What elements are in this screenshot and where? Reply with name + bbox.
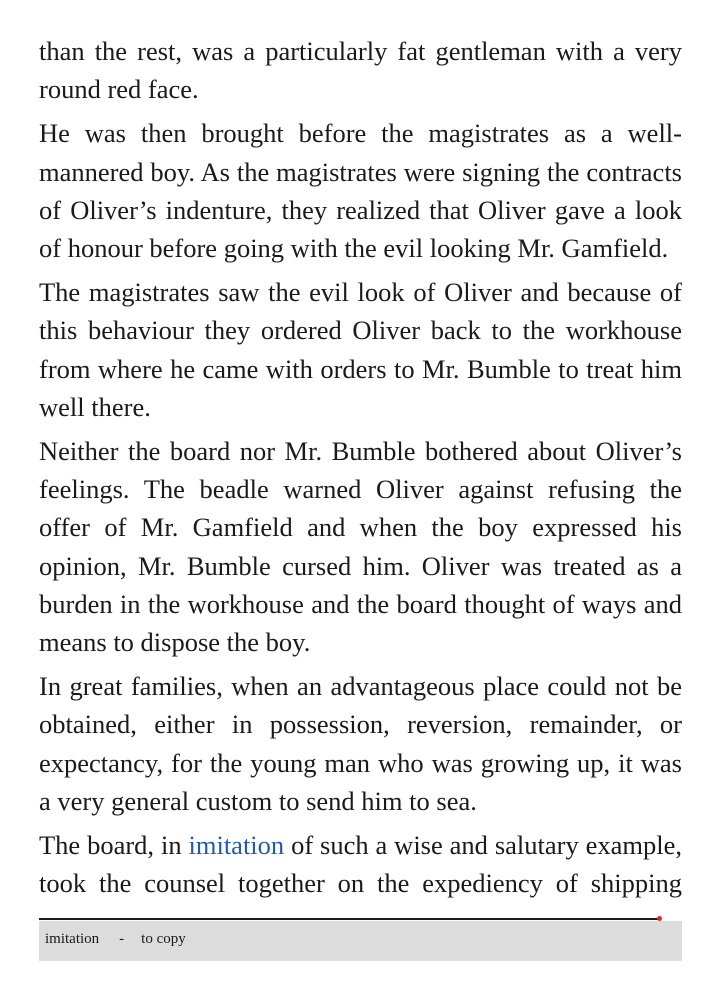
paragraph-6-text-start: The board, in bbox=[39, 830, 189, 861]
paragraph-1: than the rest, was a particularly fat gentleman with a very round red face. bbox=[39, 36, 682, 105]
reading-page bbox=[39, 32, 682, 903]
paragraph-6 bbox=[39, 826, 682, 903]
glossary-separator: - bbox=[119, 931, 125, 947]
paragraph-6-text-end: of such a wise and salutary example, took the counsel together on the expediency of shipping bbox=[39, 830, 682, 899]
paragraph-5: In great families, when an advantageous place could not be obtained, either in possession, reversion, remainder, or expectancy, for the young man who was growing up, it was a very general custom to send him to sea. bbox=[39, 671, 682, 816]
glossary-definition: to copy bbox=[141, 931, 186, 947]
reading-progress-bar bbox=[39, 918, 659, 920]
glossary-term: imitation bbox=[45, 931, 100, 947]
paragraph-3: The magistrates saw the evil look of Oliver and because of this behaviour they ordered Oliver back to the workhouse from where he came with orders to Mr. Bumble to treat him well there. bbox=[39, 277, 682, 422]
glossary-footer bbox=[39, 921, 682, 961]
paragraph-4: Neither the board nor Mr. Bumble bothered about Oliver’s feelings. The beadle warned Oliver against refusing the offer of Mr. Gamfield and when the boy expressed his opinion, Mr. Bumble cursed him. Oliver was treated as a burden in the workhouse and the board thought of ways and means to dispose the boy. bbox=[39, 436, 682, 658]
glossary-word-link[interactable]: imitation bbox=[188, 830, 285, 861]
paragraph-2: He was then brought before the magistrates as a well-mannered boy. As the magistrates were signing the contracts of Oliver’s indenture, they realized that Oliver gave a look of honour before going with the evil looking Mr. Gamfield. bbox=[39, 118, 682, 264]
